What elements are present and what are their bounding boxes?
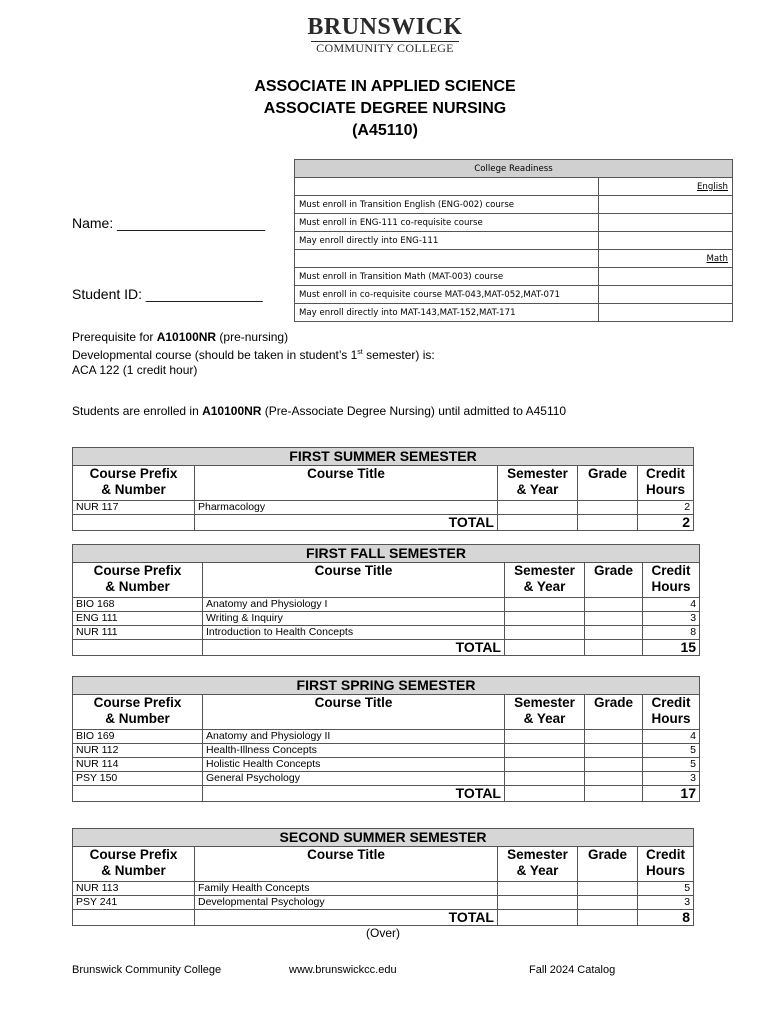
course-title: Holistic Health Concepts bbox=[203, 758, 505, 772]
course-row bbox=[73, 598, 700, 612]
course-title: Anatomy and Physiology II bbox=[203, 730, 505, 744]
course-title: Writing & Inquiry bbox=[203, 612, 505, 626]
readiness-check-cell[interactable] bbox=[599, 214, 733, 232]
total-label: TOTAL bbox=[203, 640, 505, 656]
col-course-prefix: Course Prefix & Number bbox=[73, 563, 203, 598]
math-label: Math bbox=[599, 250, 733, 268]
col-grade: Grade bbox=[578, 466, 638, 501]
course-title: Introduction to Health Concepts bbox=[203, 626, 505, 640]
readiness-row: Must enroll in Transition Math (MAT-003) course bbox=[295, 268, 599, 286]
total-hours: 8 bbox=[638, 910, 694, 926]
credit-hours: 5 bbox=[643, 758, 700, 772]
readiness-header: College Readiness bbox=[295, 160, 733, 178]
col-grade: Grade bbox=[585, 695, 643, 730]
grade-cell[interactable] bbox=[578, 501, 638, 515]
footer-college-name: Brunswick Community College bbox=[72, 964, 222, 976]
col-semester-year: Semester & Year bbox=[505, 563, 585, 598]
total-label: TOTAL bbox=[195, 910, 498, 926]
credit-hours: 8 bbox=[643, 626, 700, 640]
grade-cell[interactable] bbox=[585, 612, 643, 626]
grade-cell[interactable] bbox=[585, 744, 643, 758]
course-row bbox=[73, 744, 700, 758]
course-title: Pharmacology bbox=[195, 501, 498, 515]
col-credit-hours: Credit Hours bbox=[638, 847, 694, 882]
prerequisite-note: Prerequisite for A10100NR (pre-nursing) Developmental course (should be taken in student’s 1st semester) is: ACA 122 (1 credit hour) bbox=[72, 330, 435, 377]
course-number: NUR 112 bbox=[73, 744, 203, 758]
course-number: BIO 168 bbox=[73, 598, 203, 612]
col-semester-year: Semester & Year bbox=[498, 466, 578, 501]
grade-cell[interactable] bbox=[585, 758, 643, 772]
course-row bbox=[73, 730, 700, 744]
course-number: NUR 111 bbox=[73, 626, 203, 640]
semester-table-second-summer bbox=[72, 828, 694, 926]
semester-year-cell[interactable] bbox=[505, 744, 585, 758]
col-semester-year: Semester & Year bbox=[505, 695, 585, 730]
credit-hours: 3 bbox=[638, 896, 694, 910]
readiness-check-cell[interactable] bbox=[599, 268, 733, 286]
course-row bbox=[73, 896, 694, 910]
over-note: (Over) bbox=[366, 926, 400, 940]
col-course-prefix: Course Prefix & Number bbox=[73, 466, 195, 501]
course-number: ENG 111 bbox=[73, 612, 203, 626]
course-number: NUR 113 bbox=[73, 882, 195, 896]
col-course-prefix: Course Prefix & Number bbox=[73, 847, 195, 882]
semester-year-cell[interactable] bbox=[505, 772, 585, 786]
total-row bbox=[73, 910, 694, 926]
total-row bbox=[73, 640, 700, 656]
title-line-3: (A45110) bbox=[352, 122, 418, 139]
semester-year-cell[interactable] bbox=[498, 882, 578, 896]
readiness-row: May enroll directly into ENG-111 bbox=[295, 232, 599, 250]
footer-catalog: Fall 2024 Catalog bbox=[529, 964, 616, 976]
readiness-row: Must enroll in co-requisite course MAT-043,MAT-052,MAT-071 bbox=[295, 286, 599, 304]
semester-table-first-spring bbox=[72, 676, 700, 802]
total-row bbox=[73, 515, 694, 531]
total-row bbox=[73, 786, 700, 802]
grade-cell[interactable] bbox=[585, 730, 643, 744]
col-grade: Grade bbox=[578, 847, 638, 882]
credit-hours: 3 bbox=[643, 612, 700, 626]
grade-cell[interactable] bbox=[585, 626, 643, 640]
semester-year-cell[interactable] bbox=[505, 730, 585, 744]
col-course-title: Course Title bbox=[203, 563, 505, 598]
course-row bbox=[73, 882, 694, 896]
semester-heading: FIRST SPRING SEMESTER bbox=[73, 677, 700, 695]
student-id-field[interactable]: Student ID: _______________ bbox=[72, 286, 263, 302]
course-number: NUR 117 bbox=[73, 501, 195, 515]
semester-table-first-summer bbox=[72, 447, 694, 531]
title-line-2: ASSOCIATE DEGREE NURSING bbox=[263, 100, 507, 117]
credit-hours: 3 bbox=[643, 772, 700, 786]
grade-cell[interactable] bbox=[585, 772, 643, 786]
col-credit-hours: Credit Hours bbox=[643, 695, 700, 730]
semester-year-cell[interactable] bbox=[498, 896, 578, 910]
course-number: PSY 241 bbox=[73, 896, 195, 910]
course-number: PSY 150 bbox=[73, 772, 203, 786]
semester-table-first-fall bbox=[72, 544, 700, 656]
col-course-prefix: Course Prefix & Number bbox=[73, 695, 203, 730]
semester-heading: FIRST FALL SEMESTER bbox=[73, 545, 700, 563]
logo-community-college: COMMUNITY COLLEGE bbox=[316, 41, 454, 55]
course-title: Developmental Psychology bbox=[195, 896, 498, 910]
college-readiness-table bbox=[294, 159, 733, 322]
footer-website-link[interactable]: www.brunswickcc.edu bbox=[289, 964, 397, 976]
credit-hours: 2 bbox=[638, 501, 694, 515]
semester-year-cell[interactable] bbox=[498, 501, 578, 515]
credit-hours: 4 bbox=[643, 598, 700, 612]
course-title: Anatomy and Physiology I bbox=[203, 598, 505, 612]
readiness-check-cell[interactable] bbox=[599, 286, 733, 304]
course-number: BIO 169 bbox=[73, 730, 203, 744]
grade-cell[interactable] bbox=[585, 598, 643, 612]
english-label: English bbox=[599, 178, 733, 196]
semester-year-cell[interactable] bbox=[505, 626, 585, 640]
logo-brunswick: BRUNSWICK bbox=[307, 14, 463, 40]
course-number: NUR 114 bbox=[73, 758, 203, 772]
total-label: TOTAL bbox=[203, 786, 505, 802]
total-hours: 17 bbox=[643, 786, 700, 802]
name-field[interactable]: Name: ___________________ bbox=[72, 215, 266, 231]
credit-hours: 5 bbox=[638, 882, 694, 896]
readiness-check-cell[interactable] bbox=[599, 196, 733, 214]
course-row bbox=[73, 626, 700, 640]
readiness-row: Must enroll in Transition English (ENG-002) course bbox=[295, 196, 599, 214]
col-credit-hours: Credit Hours bbox=[638, 466, 694, 501]
total-hours: 15 bbox=[643, 640, 700, 656]
semester-year-cell[interactable] bbox=[505, 598, 585, 612]
credit-hours: 5 bbox=[643, 744, 700, 758]
col-course-title: Course Title bbox=[195, 466, 498, 501]
course-row bbox=[73, 501, 694, 515]
course-title: Health-Illness Concepts bbox=[203, 744, 505, 758]
credit-hours: 4 bbox=[643, 730, 700, 744]
col-credit-hours: Credit Hours bbox=[643, 563, 700, 598]
col-grade: Grade bbox=[585, 563, 643, 598]
course-title: Family Health Concepts bbox=[195, 882, 498, 896]
col-course-title: Course Title bbox=[203, 695, 505, 730]
semester-heading: FIRST SUMMER SEMESTER bbox=[73, 448, 694, 466]
col-semester-year: Semester & Year bbox=[498, 847, 578, 882]
enrollment-note: Students are enrolled in A10100NR (Pre-Associate Degree Nursing) until admitted to A45110 bbox=[72, 404, 567, 418]
course-row bbox=[73, 758, 700, 772]
total-label: TOTAL bbox=[195, 515, 498, 531]
grade-cell[interactable] bbox=[578, 896, 638, 910]
semester-year-cell[interactable] bbox=[505, 612, 585, 626]
readiness-check-cell[interactable] bbox=[599, 304, 733, 322]
course-row bbox=[73, 612, 700, 626]
grade-cell[interactable] bbox=[578, 882, 638, 896]
readiness-check-cell[interactable] bbox=[599, 232, 733, 250]
col-course-title: Course Title bbox=[195, 847, 498, 882]
course-title: General Psychology bbox=[203, 772, 505, 786]
semester-year-cell[interactable] bbox=[505, 758, 585, 772]
total-hours: 2 bbox=[638, 515, 694, 531]
semester-heading: SECOND SUMMER SEMESTER bbox=[73, 829, 694, 847]
readiness-row: Must enroll in ENG-111 co-requisite course bbox=[295, 214, 599, 232]
title-line-1: ASSOCIATE IN APPLIED SCIENCE bbox=[254, 78, 516, 95]
course-row bbox=[73, 772, 700, 786]
readiness-row: May enroll directly into MAT-143,MAT-152,MAT-171 bbox=[295, 304, 599, 322]
